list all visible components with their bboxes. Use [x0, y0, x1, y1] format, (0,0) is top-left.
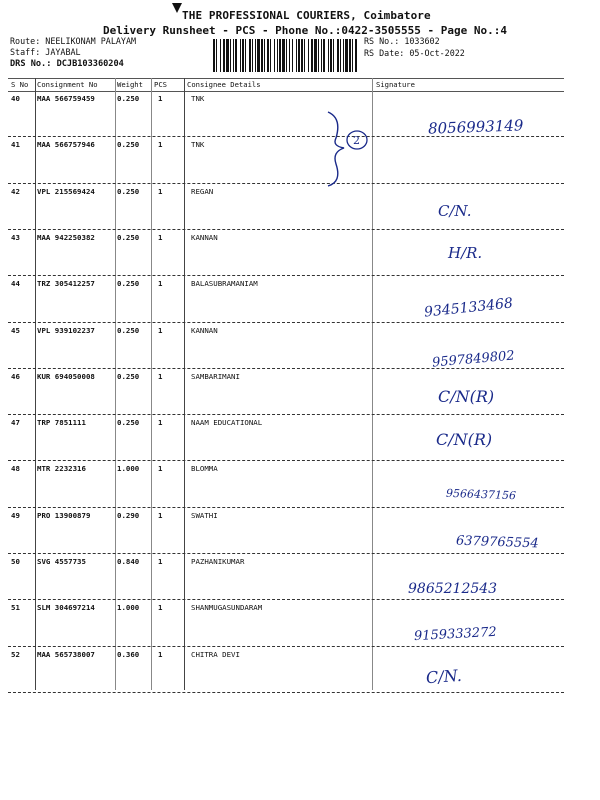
- col-consignment: Consignment No: [37, 80, 98, 89]
- consignment-number: TRP 7851111: [37, 418, 86, 428]
- row-divider: [8, 183, 564, 184]
- handwritten-signature: 9159333272: [413, 624, 498, 645]
- consignment-number: TRZ 305412257: [37, 279, 95, 289]
- row-divider: [8, 692, 564, 693]
- route-text: Route: NEELIKONAM PALAYAM: [10, 36, 137, 46]
- serial-number: 43: [11, 232, 20, 242]
- consignment-number: MAA 565738007: [37, 649, 95, 659]
- consignee-name: KANNAN: [191, 232, 218, 242]
- weight-value: 1.000: [117, 464, 140, 474]
- rs-date: RS Date: 05-Oct-2022: [364, 47, 465, 58]
- consignee-name: NAAM EDUCATIONAL: [191, 418, 263, 428]
- runsheet-subtitle: Delivery Runsheet - PCS - Phone No.:0422-3505555 - Page No.:4: [103, 24, 507, 37]
- col-signature: Signature: [376, 80, 415, 89]
- handwritten-signature: C/N(R): [436, 430, 493, 449]
- handwritten-signature: 9597849802: [431, 348, 516, 371]
- weight-value: 0.250: [117, 325, 140, 335]
- table-row: [8, 462, 578, 508]
- consignee-name: REGAN: [191, 186, 214, 196]
- serial-number: 40: [11, 94, 20, 103]
- consignee-name: TNK: [191, 140, 205, 150]
- handwritten-signature: C/N.: [425, 665, 463, 688]
- consignment-number: MTR 2232316: [37, 464, 86, 474]
- route-staff-block: [10, 36, 136, 70]
- drs-number: DRS No.: DCJB103360204: [10, 59, 124, 69]
- col-consignee: Consignee Details: [187, 80, 261, 89]
- consignee-name: BALASUBRAMANIAM: [191, 279, 258, 289]
- handwritten-signature: C/N.: [438, 202, 472, 220]
- row-divider: [8, 553, 564, 554]
- row-divider: [8, 460, 564, 461]
- pcs-count: 1: [158, 510, 163, 520]
- serial-number: 46: [11, 371, 20, 381]
- row-divider: [8, 414, 564, 415]
- handwritten-signature: 6379765554: [455, 533, 539, 552]
- pcs-count: 1: [158, 603, 163, 613]
- weight-value: 0.250: [117, 140, 140, 150]
- consignment-number: MAA 566759459: [37, 94, 95, 103]
- consignment-number: MAA 942250382: [37, 232, 95, 242]
- serial-number: 45: [11, 325, 20, 335]
- consignee-name: SWATHI: [191, 510, 218, 520]
- weight-value: 1.000: [117, 603, 140, 613]
- rs-number: RS No.: 1033602: [364, 36, 440, 46]
- consignee-name: BLOMMA: [191, 464, 218, 474]
- serial-number: 50: [11, 557, 20, 566]
- handwritten-signature: 9566437156: [445, 486, 517, 503]
- pcs-count: 1: [158, 418, 163, 428]
- consignee-name: TNK: [191, 94, 205, 103]
- consignment-number: VPL 939102237: [37, 325, 95, 335]
- table-row: [8, 138, 578, 184]
- row-divider: [8, 136, 564, 137]
- serial-number: 49: [11, 510, 20, 520]
- pcs-count: 1: [158, 186, 163, 196]
- pcs-count: 1: [158, 557, 163, 566]
- consignment-number: KUR 694050008: [37, 371, 95, 381]
- serial-number: 48: [11, 464, 20, 474]
- serial-number: 41: [11, 140, 20, 150]
- pcs-count: 1: [158, 279, 163, 289]
- table-row: [8, 185, 578, 231]
- col-pcs: PCS: [154, 80, 167, 89]
- consignment-number: SLM 304697214: [37, 603, 95, 613]
- pcs-count: 1: [158, 140, 163, 150]
- row-divider: [8, 275, 564, 276]
- serial-number: 51: [11, 603, 20, 613]
- circled-number: 2: [353, 134, 360, 147]
- consignee-name: KANNAN: [191, 325, 218, 335]
- consignment-number: MAA 566757946: [37, 140, 95, 150]
- runsheet-header: [0, 0, 600, 78]
- consignment-number: VPL 215569424: [37, 186, 95, 196]
- company-title: THE PROFESSIONAL COURIERS, Coimbatore: [182, 9, 431, 22]
- consignee-name: CHITRA DEVI: [191, 649, 240, 659]
- serial-number: 52: [11, 649, 20, 659]
- weight-value: 0.360: [117, 649, 140, 659]
- handwritten-signature: H/R.: [448, 244, 483, 262]
- weight-value: 0.840: [117, 557, 140, 566]
- handwritten-bracket-mark: [322, 108, 372, 188]
- rs-block: [364, 36, 465, 59]
- barcode-image: [213, 39, 358, 72]
- pcs-count: 1: [158, 325, 163, 335]
- weight-value: 0.250: [117, 232, 140, 242]
- table-row: [8, 416, 578, 462]
- handwritten-signature: 8056993149: [427, 116, 524, 138]
- weight-value: 0.250: [117, 279, 140, 289]
- consignment-number: SVG 4557735: [37, 557, 86, 566]
- pcs-count: 1: [158, 649, 163, 659]
- pcs-count: 1: [158, 371, 163, 381]
- table-row: [8, 231, 578, 277]
- serial-number: 47: [11, 418, 20, 428]
- consignment-number: PRO 13900879: [37, 510, 91, 520]
- weight-value: 0.290: [117, 510, 140, 520]
- row-divider: [8, 646, 564, 647]
- weight-value: 0.250: [117, 371, 140, 381]
- weight-value: 0.250: [117, 94, 140, 103]
- table-row: [8, 648, 578, 694]
- row-divider: [8, 507, 564, 508]
- consignee-name: PAZHANIKUMAR: [191, 557, 245, 566]
- consignee-name: SHANMUGASUNDARAM: [191, 603, 263, 613]
- pcs-count: 1: [158, 464, 163, 474]
- staff-text: Staff: JAYABAL: [10, 47, 81, 57]
- row-divider: [8, 229, 564, 230]
- weight-value: 0.250: [117, 418, 140, 428]
- row-divider: [8, 599, 564, 600]
- handwritten-signature: 9865212543: [408, 581, 498, 597]
- handwritten-signature: 9345133468: [423, 295, 514, 321]
- col-sno: S No: [11, 80, 29, 89]
- handwritten-signature: C/N(R): [438, 387, 495, 406]
- weight-value: 0.250: [117, 186, 140, 196]
- pcs-count: 1: [158, 94, 163, 103]
- row-divider: [8, 322, 564, 323]
- serial-number: 44: [11, 279, 20, 289]
- row-divider: [8, 368, 564, 369]
- consignee-name: SAMBARIMANI: [191, 371, 240, 381]
- table-header: [8, 78, 580, 90]
- serial-number: 42: [11, 186, 20, 196]
- pcs-count: 1: [158, 232, 163, 242]
- col-weight: Weight: [117, 80, 143, 89]
